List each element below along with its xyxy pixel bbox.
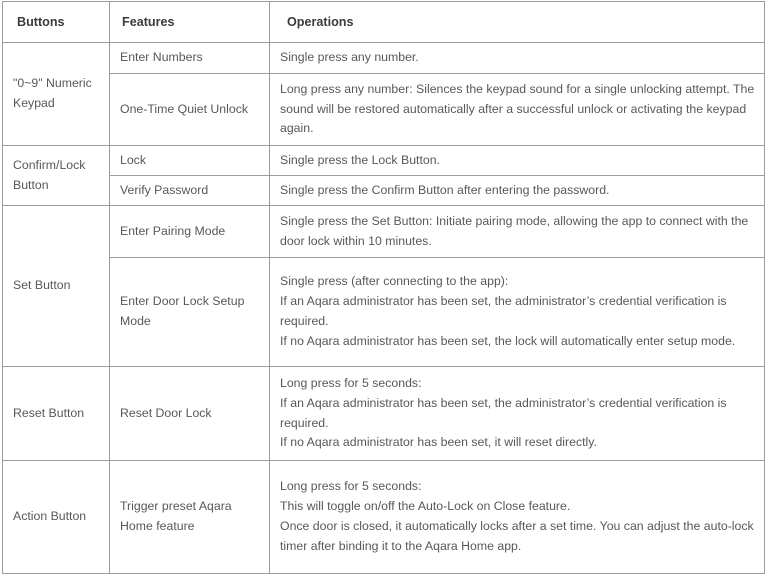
operation-line: Long press any number: Silences the keypad sound for a single unlocking attempt. The sound will be restored automatically after a successful unlock or activating the keypad again. [280, 81, 755, 136]
operation-cell [270, 74, 765, 146]
operation-line: Long press for 5 seconds: [280, 375, 422, 390]
column-header-features: Features [110, 2, 270, 43]
button-name-cell: Confirm/Lock Button [3, 146, 110, 206]
table-row [3, 258, 765, 367]
operation-line: If no Aqara administrator has been set, it will reset directly. [280, 435, 597, 450]
operation-line: Once door is closed, it automatically locks after a set time. You can adjust the auto-lock timer after binding it to the Aqara Home app. [280, 519, 754, 553]
operation-cell [270, 176, 765, 206]
operation-line: If an Aqara administrator has been set, the administrator’s credential verification is required. [280, 294, 727, 328]
operation-line: If an Aqara administrator has been set, the administrator’s credential verification is required. [280, 395, 727, 430]
table-row [3, 367, 765, 461]
column-header-buttons: Buttons [3, 2, 110, 43]
table-row [3, 176, 765, 206]
feature-name-cell: Enter Numbers [110, 43, 270, 74]
feature-name-cell: Lock [110, 146, 270, 176]
feature-name-cell: Enter Pairing Mode [110, 206, 270, 258]
operation-cell [270, 461, 765, 574]
table-row [3, 43, 765, 74]
feature-name-cell: One-Time Quiet Unlock [110, 74, 270, 146]
operation-line: This will toggle on/off the Auto-Lock on Close feature. [280, 499, 571, 514]
operation-line: Single press the Set Button: Initiate pairing mode, allowing the app to connect with the door lock within 10 minutes. [280, 213, 749, 248]
operation-cell [270, 43, 765, 74]
button-features-operations-table [2, 1, 765, 574]
button-name-cell: Set Button [3, 206, 110, 367]
table-row [3, 206, 765, 258]
table-header-row [3, 2, 765, 43]
button-name-cell: Reset Button [3, 367, 110, 461]
table-body [3, 43, 765, 574]
feature-name-cell: Trigger preset Aqara Home feature [110, 461, 270, 574]
column-header-operations: Operations [270, 2, 765, 43]
operation-cell [270, 258, 765, 367]
table-row [3, 74, 765, 146]
operation-line: If no Aqara administrator has been set, the lock will automatically enter setup mode. [280, 333, 736, 348]
feature-name-cell: Enter Door Lock Setup Mode [110, 258, 270, 367]
button-name-cell: Action Button [3, 461, 110, 574]
operation-cell [270, 367, 765, 461]
operation-line: Single press the Confirm Button after entering the password. [280, 182, 610, 197]
button-name-cell: "0~9" Numeric Keypad [3, 43, 110, 146]
operation-line: Long press for 5 seconds: [280, 479, 422, 494]
operation-cell [270, 206, 765, 258]
table-row [3, 146, 765, 176]
feature-name-cell: Reset Door Lock [110, 367, 270, 461]
table-header [3, 2, 765, 43]
operation-line: Single press the Lock Button. [280, 152, 440, 167]
feature-name-cell: Verify Password [110, 176, 270, 206]
table-row [3, 461, 765, 574]
operation-line: Single press (after connecting to the app): [280, 274, 509, 289]
operation-line: Single press any number. [280, 50, 419, 65]
operation-cell [270, 146, 765, 176]
